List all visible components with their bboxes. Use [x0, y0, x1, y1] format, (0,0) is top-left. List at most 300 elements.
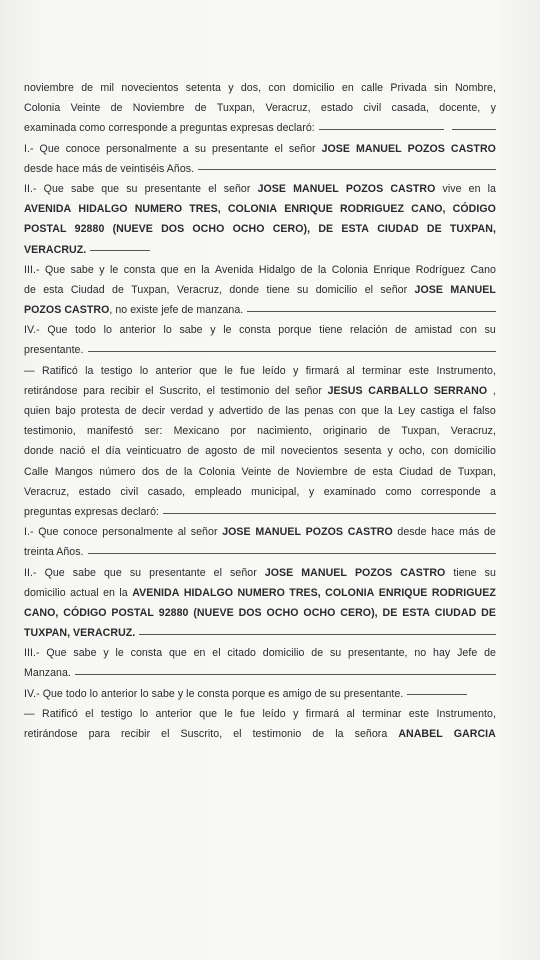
- word: Avenida: [215, 263, 254, 276]
- word: el: [145, 384, 154, 397]
- word: —: [24, 707, 35, 720]
- document-line: [24, 684, 496, 704]
- fill-line: [90, 250, 150, 251]
- document-line: [24, 78, 496, 98]
- word: III.-: [24, 263, 40, 276]
- word: Que: [39, 142, 60, 155]
- bold-word: ENRIQUE: [284, 203, 333, 216]
- word: relación: [350, 324, 388, 337]
- word: domicilio: [262, 647, 305, 660]
- word: la: [487, 182, 496, 195]
- word: el: [91, 445, 100, 458]
- document-line: [24, 179, 496, 199]
- word: de: [312, 728, 325, 740]
- word: III.-: [24, 647, 40, 660]
- word: dos,: [240, 82, 262, 94]
- word: novecientos: [121, 82, 179, 94]
- word: día: [105, 445, 121, 458]
- word: presentante,: [348, 647, 408, 660]
- word: terminar: [362, 364, 402, 377]
- word: IV.-: [24, 324, 40, 337]
- word: sabe: [72, 566, 96, 579]
- word: su: [484, 324, 496, 337]
- bold-word: JESUS: [327, 384, 363, 397]
- bold-word: DOS: [161, 223, 185, 236]
- word: y: [308, 485, 315, 498]
- word: quien: [24, 405, 51, 417]
- bold-word: RODRIGUEZ: [431, 586, 496, 599]
- word: nacimiento,: [257, 425, 312, 438]
- line-text: [24, 684, 403, 704]
- word: retirándose: [24, 384, 78, 397]
- word: Suscrito,: [159, 384, 201, 397]
- bold-word: ESTA: [402, 606, 430, 619]
- document-line: [24, 98, 496, 118]
- word: le: [224, 364, 233, 377]
- document-line: [24, 563, 496, 583]
- word: señor: [288, 142, 316, 155]
- word: domicilio: [315, 283, 358, 296]
- word: en: [341, 82, 354, 94]
- word: falso: [473, 405, 496, 417]
- word: dos: [141, 465, 160, 478]
- word: testimonio,: [24, 425, 76, 438]
- word: de: [81, 82, 94, 94]
- word: Cano: [470, 263, 496, 276]
- word: presentante: [149, 566, 206, 579]
- bold-word: MANUEL: [356, 142, 402, 155]
- word: domicilio: [24, 586, 66, 599]
- bold-word: DE: [382, 606, 398, 619]
- word: de: [439, 465, 452, 478]
- word: civil: [120, 485, 139, 498]
- word: testimonio: [220, 384, 270, 397]
- word: de: [165, 465, 178, 478]
- bold-word: 92880: [158, 606, 189, 619]
- word: el: [161, 728, 170, 740]
- bold-word: SERRANO: [433, 384, 488, 397]
- word: hace: [431, 526, 455, 539]
- bold-word: CASTRO: [347, 526, 393, 539]
- word: sabe: [70, 182, 95, 195]
- bold-word: JOSE: [321, 142, 351, 155]
- bold-word: POSTAL: [24, 223, 67, 236]
- word: II.-: [24, 566, 37, 579]
- word: Que: [44, 263, 66, 276]
- word: las: [285, 405, 300, 417]
- bold-word: JOSE: [414, 283, 443, 296]
- fill-line: [88, 553, 496, 554]
- text: treinta Años.: [24, 546, 84, 559]
- word: y: [293, 707, 299, 720]
- text: , no existe jefe de manzana.: [109, 304, 244, 317]
- word: desde: [397, 526, 427, 539]
- word: firmará: [305, 364, 340, 377]
- word: castiga: [420, 405, 455, 417]
- word: Instrumento,: [436, 364, 496, 377]
- word: señor: [223, 182, 251, 195]
- bold-text: VERACRUZ.: [24, 243, 87, 256]
- word: lo: [139, 707, 149, 720]
- document-line: [24, 623, 496, 643]
- word: número: [99, 465, 136, 478]
- bold-word: ENRIQUE: [378, 586, 428, 599]
- word: citado: [227, 647, 256, 660]
- bold-word: JOSE: [264, 566, 294, 579]
- word: leído: [262, 707, 286, 720]
- bold-word: JOSE: [257, 182, 287, 195]
- word: de: [187, 445, 200, 458]
- word: fue: [240, 364, 256, 377]
- line-text: [24, 623, 135, 643]
- word: para: [88, 728, 110, 740]
- word: como: [385, 485, 412, 498]
- bold-word: OCHO: [232, 223, 265, 236]
- word: de: [194, 102, 207, 115]
- word: verdad: [170, 405, 204, 417]
- bold-word: COLONIA: [325, 586, 375, 599]
- document-line: [24, 139, 496, 159]
- word: le: [224, 707, 233, 720]
- word: por: [230, 425, 246, 438]
- word: vive: [442, 182, 462, 195]
- line-text: [24, 502, 159, 522]
- word: de: [268, 405, 281, 417]
- word: lo: [103, 324, 112, 337]
- word: Jefe: [457, 647, 478, 660]
- word: la: [85, 364, 94, 377]
- document-line: [24, 401, 496, 421]
- bold-word: AVENIDA: [132, 586, 180, 599]
- document-line: [24, 421, 496, 441]
- word: de: [110, 102, 123, 115]
- word: Veracruz,: [265, 102, 311, 115]
- word: firmará: [305, 707, 340, 720]
- word: originario: [323, 425, 368, 438]
- word: y: [210, 324, 216, 337]
- bold-word: TRES,: [189, 203, 221, 216]
- bold-word: CANO,: [411, 203, 446, 216]
- word: Noviembre: [132, 102, 185, 115]
- bold-word: MANUEL: [450, 283, 496, 296]
- word: tiene: [266, 283, 290, 296]
- word: lo: [139, 364, 149, 377]
- word: y: [103, 647, 109, 660]
- bold-word: HIDALGO: [183, 586, 234, 599]
- word: la: [384, 405, 393, 417]
- word: Ciudad: [399, 465, 433, 478]
- line-text: [24, 118, 315, 138]
- word: I.-: [24, 526, 34, 539]
- word: advertido: [219, 405, 264, 417]
- word: que: [361, 405, 380, 417]
- word: anterior: [119, 324, 156, 337]
- bold-word: (NUEVE: [193, 606, 234, 619]
- word: Ley: [397, 405, 416, 417]
- word: de: [24, 283, 36, 296]
- word: el: [212, 647, 221, 660]
- text: IV.- Que todo lo anterior lo sabe y le consta porque es amigo de su presentante.: [24, 687, 404, 700]
- bold-word: (NUEVE: [112, 223, 153, 236]
- word: calle: [361, 82, 384, 94]
- word: presentante: [144, 182, 202, 195]
- word: ,: [492, 384, 496, 397]
- bold-word: 92880: [74, 223, 105, 236]
- word: su: [297, 283, 309, 296]
- line-text: [24, 663, 71, 683]
- word: testigo: [100, 707, 133, 720]
- word: sabe: [179, 324, 203, 337]
- text: presentante.: [24, 344, 84, 357]
- word: Rodríguez: [415, 263, 466, 276]
- word: de: [300, 263, 313, 276]
- bold-word: CASTRO: [390, 182, 436, 195]
- word: Que: [46, 647, 67, 660]
- document-line: [24, 280, 496, 300]
- word: Colonia: [198, 465, 236, 478]
- word: todo: [75, 324, 96, 337]
- word: el: [208, 182, 217, 195]
- word: Ratificó: [42, 364, 78, 377]
- bold-word: CARBALLO: [368, 384, 429, 397]
- word: su: [484, 566, 496, 579]
- word: novecientos: [280, 445, 338, 458]
- word: la: [201, 263, 210, 276]
- word: no: [414, 647, 427, 660]
- word: donde: [229, 283, 260, 296]
- document-line: [24, 361, 496, 381]
- bold-word: ANABEL: [398, 728, 443, 740]
- word: señor: [380, 283, 408, 296]
- bold-word: ESTA: [341, 223, 369, 236]
- word: fue: [240, 707, 256, 720]
- word: mil: [261, 445, 275, 458]
- document-line: [24, 603, 496, 623]
- word: lo: [163, 324, 172, 337]
- word: al: [346, 707, 355, 720]
- word: para: [83, 384, 105, 397]
- word: más: [459, 526, 480, 539]
- text: preguntas expresas declaró:: [24, 505, 160, 518]
- word: y: [387, 445, 393, 458]
- word: tiene: [319, 324, 343, 337]
- word: setenta: [185, 82, 221, 94]
- bold-word: CIUDAD: [434, 606, 477, 619]
- word: esta: [43, 283, 64, 296]
- word: donde: [24, 445, 54, 458]
- document-line: [24, 522, 496, 542]
- document-line: [24, 441, 496, 461]
- bold-word: DOS: [238, 606, 262, 619]
- word: Que: [43, 182, 64, 195]
- bold-word: MANUEL: [255, 526, 301, 539]
- word: en: [468, 182, 481, 195]
- word: Privada: [390, 82, 427, 94]
- word: noviembre: [24, 82, 74, 94]
- fill-line: [407, 694, 467, 695]
- word: actual: [70, 586, 99, 599]
- document-line: [24, 159, 496, 179]
- text: desde hace más de veintiséis Años.: [24, 162, 195, 175]
- document-line: [24, 219, 496, 239]
- word: hay: [433, 647, 451, 660]
- word: esta: [372, 465, 393, 478]
- document-line: [24, 340, 496, 360]
- word: estado: [78, 485, 111, 498]
- bold-word: CERO),: [340, 606, 378, 619]
- fill-line: [198, 169, 496, 170]
- word: Suscrito,: [180, 728, 223, 740]
- word: le: [223, 324, 232, 337]
- word: Veracruz,: [450, 425, 496, 438]
- word: tiene: [453, 566, 477, 579]
- document-line: [24, 260, 496, 280]
- bold-word: AVENIDA: [24, 203, 72, 216]
- word: Tuxpan,: [131, 283, 170, 296]
- word: de: [354, 465, 366, 478]
- word: la: [335, 728, 344, 740]
- word: con: [431, 445, 449, 458]
- word: conoce: [63, 526, 98, 539]
- word: sabe: [70, 263, 94, 276]
- word: porque: [278, 324, 312, 337]
- word: su: [194, 142, 207, 155]
- word: el: [233, 728, 242, 740]
- document-line: [24, 300, 496, 320]
- word: de: [484, 647, 496, 660]
- word: le: [109, 263, 119, 276]
- word: domicilio: [454, 445, 496, 458]
- word: consta: [130, 647, 163, 660]
- word: que: [103, 566, 122, 579]
- word: que: [199, 707, 218, 720]
- fill-line: [163, 513, 496, 514]
- line-text: [24, 542, 84, 562]
- bold-word: CIUDAD: [377, 223, 419, 236]
- bold-word: POSTAL: [111, 606, 154, 619]
- bold-word: OCHO: [266, 606, 299, 619]
- word: ocho,: [398, 445, 425, 458]
- text: examinada como corresponde a preguntas expresas declaró:: [24, 122, 315, 135]
- document-line: [24, 704, 496, 724]
- word: Hidalgo: [258, 263, 296, 276]
- line-text: [24, 340, 84, 360]
- document-line: [24, 502, 496, 522]
- word: Ratificó: [42, 707, 78, 720]
- word: terminar: [362, 707, 402, 720]
- word: presentante: [212, 142, 269, 155]
- fill-line: [75, 674, 496, 675]
- bold-word: HIDALGO: [78, 203, 128, 216]
- word: Calle: [24, 465, 49, 478]
- word: el: [85, 707, 94, 720]
- word: a: [182, 142, 189, 155]
- word: con: [338, 405, 356, 417]
- bold-word: NUMERO: [237, 586, 285, 599]
- bold-word: NUMERO: [134, 203, 183, 216]
- word: corresponde: [421, 485, 481, 498]
- word: que: [101, 182, 120, 195]
- word: anterior: [155, 707, 192, 720]
- word: testimonio: [252, 728, 302, 740]
- document-line: [24, 118, 496, 138]
- word: que: [168, 647, 187, 660]
- word: Veracruz,: [176, 283, 223, 296]
- word: Tuxpan,: [216, 102, 256, 115]
- word: el: [206, 384, 215, 397]
- word: el: [364, 283, 374, 296]
- word: Tuxpan,: [457, 465, 496, 478]
- word: y: [208, 405, 214, 417]
- word: la: [183, 465, 193, 478]
- word: Noviembre: [296, 465, 348, 478]
- word: Veracruz,: [24, 485, 70, 498]
- word: penas: [304, 405, 334, 417]
- word: municipal,: [251, 485, 300, 498]
- word: al: [177, 526, 187, 539]
- bold-word: TUXPAN,: [449, 223, 496, 236]
- document-line: [24, 199, 496, 219]
- document-line: [24, 663, 496, 683]
- word: el: [213, 566, 223, 579]
- word: nació: [59, 445, 86, 458]
- word: sesenta: [344, 445, 382, 458]
- word: de: [124, 405, 137, 417]
- bold-word: CASTRO: [450, 142, 496, 155]
- word: y: [490, 102, 496, 115]
- word: este: [408, 707, 430, 720]
- bold-word: CÓDIGO: [63, 606, 107, 619]
- document-line: [24, 583, 496, 603]
- word: casado,: [147, 485, 186, 498]
- bold-word: POZOS: [407, 142, 445, 155]
- bold-word: CERO),: [272, 223, 311, 236]
- word: el: [459, 405, 468, 417]
- word: civil: [363, 102, 382, 115]
- bold-text: POZOS CASTRO: [24, 304, 110, 317]
- word: la: [119, 586, 128, 599]
- word: señora: [354, 728, 388, 740]
- word: consta: [123, 263, 156, 276]
- bold-word: MANUEL: [293, 182, 339, 195]
- document-line: [24, 381, 496, 401]
- document-body: [24, 78, 496, 744]
- bold-word: JOSE: [222, 526, 251, 539]
- document-line: [24, 724, 496, 744]
- word: decir: [141, 405, 166, 417]
- word: le: [115, 647, 124, 660]
- word: Veinte: [70, 102, 101, 115]
- fill-line: [319, 129, 444, 130]
- line-text: [24, 240, 86, 260]
- document-line: [24, 462, 496, 482]
- word: ser:: [144, 425, 163, 438]
- bold-word: CANO,: [24, 606, 59, 619]
- word: que: [199, 364, 218, 377]
- word: examinado: [323, 485, 376, 498]
- bold-word: OCHO: [303, 606, 336, 619]
- word: su: [126, 182, 138, 195]
- word: la: [317, 263, 327, 276]
- word: agosto: [205, 445, 238, 458]
- word: bajo: [55, 405, 76, 417]
- fill-line: [88, 351, 497, 352]
- word: que: [160, 263, 179, 276]
- word: el: [274, 142, 283, 155]
- document-line: [24, 643, 496, 663]
- word: de: [243, 445, 256, 458]
- word: manifestó: [86, 425, 134, 438]
